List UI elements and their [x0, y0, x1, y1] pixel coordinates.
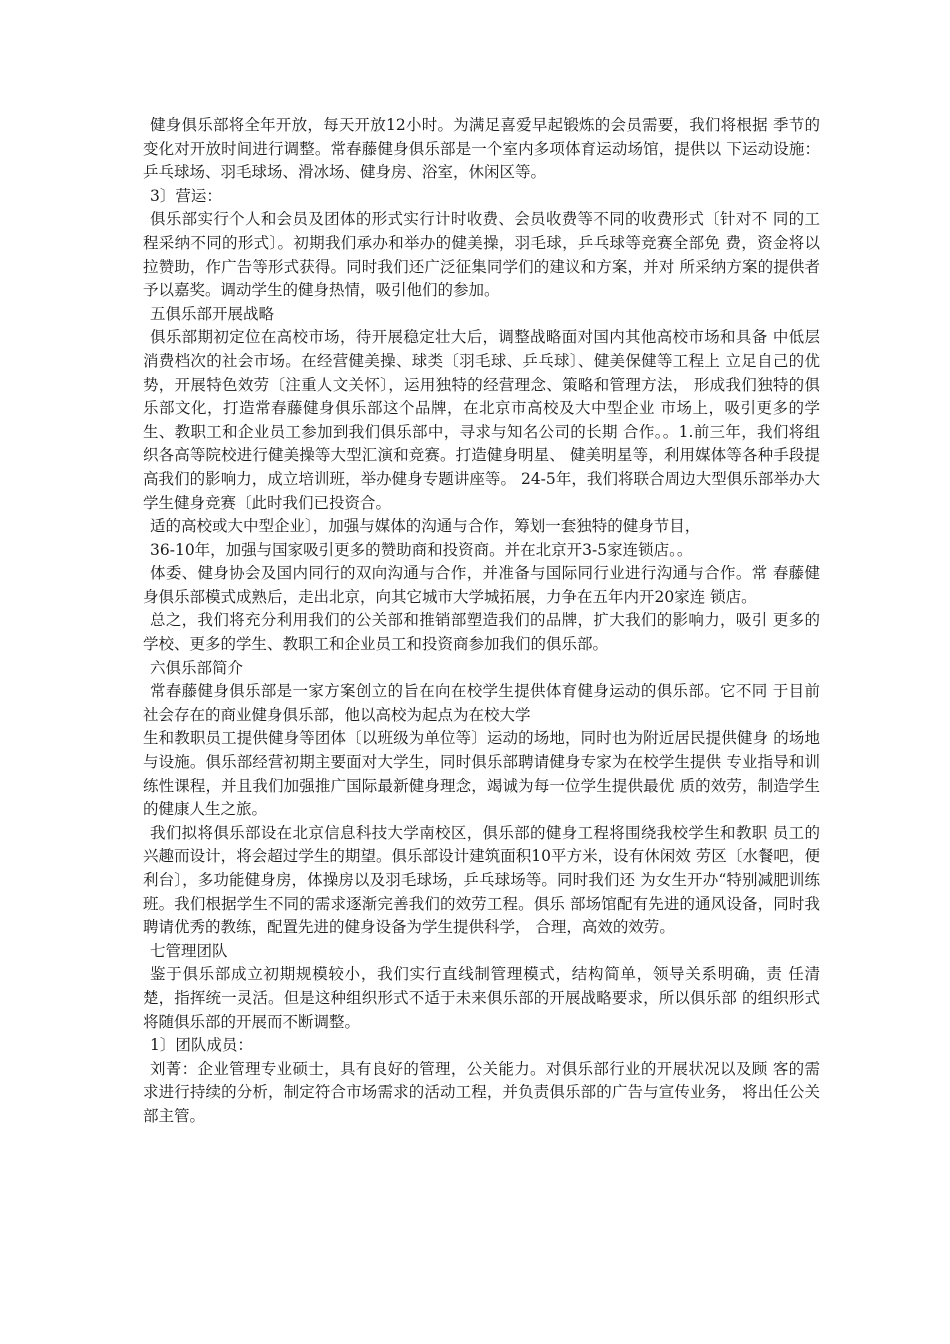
paragraph-expansion: 体委、健身协会及国内同行的双向沟通与合作，并准备与国际同行业进行沟通与合作。常 春藤健身俱乐部模式成熟后，走出北京，向其它城市大学城拓展，力争在五年内开20家连 锁店。 — [143, 564, 820, 606]
paragraph-chain-stores: 36-10年，加强与国家吸引更多的赞助商和投资商。并在北京开3-5家连锁店。。 — [150, 540, 693, 559]
section-heading-management-team: 七管理团队 — [150, 941, 228, 960]
section-heading-strategy: 五俱乐部开展战略 — [150, 304, 275, 323]
paragraph-member-liujing: 刘菁：企业管理专业硕士，具有良好的管理，公关能力。对俱乐部行业的开展状况以及顾 客的需求进行持续的分析，制定符合市场需求的活动工程，并负责俱乐部的广告与宣传业务， 将出任公关部主管。 — [143, 1059, 820, 1125]
subheading-operation: 3〕营运： — [150, 186, 222, 205]
paragraph-fees: 俱乐部实行个人和会员及团体的形式实行计时收费、会员收费等不同的收费形式〔针对不 同的工程采纳不同的形式〕。初期我们承办和举办的健美操，羽毛球，乒乓球等竞赛全部免 费，资金将以拉赞助，作广告等形式获得。同时我们还广泛征集同学们的建议和方案，并对 所采纳方案的提供者予以嘉奖。调动学生的健身热情，吸引他们的参加。 — [143, 210, 820, 300]
paragraph-strategy: 俱乐部期初定位在高校市场，待开展稳定壮大后，调整战略面对国内其他高校市场和具备 中低层消费档次的社会市场。在经营健美操、球类〔羽毛球、乒乓球〕、健美保健等工程上 立足自己的优势，开展特色效劳〔注重人文关怀〕，运用独特的经营理念、策略和管理方法， 形成我们独特的俱乐部文化，打造常春藤健身俱乐部这个品牌，在北京市高校及大中型企业 市场上，吸引更多的学生、教职工和企业员工参加到我们俱乐部中，寻求与知名公司的长期 合作。。1.前三年，我们将组织各高等院校进行健美操等大型汇演和竞赛。打造健身明星、 健美明星等，利用媒体等各种手段提高我们的影响力，成立培训班，举办健身专题讲座等。 24-5年，我们将联合周边大型俱乐部举办大学生健身竞赛〔此时我们已投资合。 — [143, 328, 820, 512]
subheading-team-members: 1〕团队成员： — [150, 1036, 253, 1055]
paragraph-media-cooperation: 适的高校或大中型企业〕，加强与媒体的沟通与合作，筹划一套独特的健身节目， — [150, 517, 701, 536]
paragraph-introduction-continued: 生和教职员工提供健身等团体〔以班级为单位等〕运动的场地，同时也为附近居民提供健身 的场地与设施。俱乐部经营初期主要面对大学生，同时俱乐部聘请健身专家为在校学生提供 专业指导和训练性课程，并且我们加强推广国际最新健身理念，竭诚为每一位学生提供最优 质的效劳，制造学生的健康人生之旅。 — [143, 729, 820, 819]
paragraph-facilities: 我们拟将俱乐部设在北京信息科技大学南校区，俱乐部的健身工程将围绕我校学生和教职 员工的兴趣而设计，将会超过学生的期望。俱乐部设计建筑面积10平方米，设有休闲效 劳区〔水餐吧，便利台〕，多功能健身房，体操房以及羽毛球场，乒乓球场等。同时我们还 为女生开办“特别减肥训练班。我们根据学生不同的需求逐渐完善我们的效劳工程。俱乐 部场馆配有先进的通风设备，同时我聘请优秀的教练，配置先进的健身设备为学生提供科学， 合理，高效的效劳。 — [143, 823, 820, 937]
section-heading-introduction: 六俱乐部简介 — [150, 658, 244, 677]
paragraph-summary: 总之，我们将充分利用我们的公关部和推销部塑造我们的品牌，扩大我们的影响力，吸引 更多的学校、更多的学生、教职工和企业员工和投资商参加我们的俱乐部。 — [143, 611, 820, 654]
paragraph-introduction: 常春藤健身俱乐部是一家方案创立的旨在向在校学生提供体育健身运动的俱乐部。它不同 于目前社会存在的商业健身俱乐部，他以高校为起点为在校大学 — [143, 682, 820, 724]
paragraph-management-model: 鉴于俱乐部成立初期规模较小，我们实行直线制管理模式，结构简单，领导关系明确，责 任清楚，指挥统一灵活。但是这种组织形式不适于未来俱乐部的开展战略要求，所以俱乐部 的组织形式将随俱乐部的开展而不断调整。 — [143, 965, 820, 1031]
paragraph-opening-hours: 健身俱乐部将全年开放，每天开放12小时。为满足喜爱早起锻炼的会员需要，我们将根据 季节的变化对开放时间进行调整。常春藤健身俱乐部是一个室内多项体育运动场馆，提供以 下运动设施：乒乓球场、羽毛球场、滑冰场、健身房、浴室，休闲区等。 — [143, 116, 820, 182]
